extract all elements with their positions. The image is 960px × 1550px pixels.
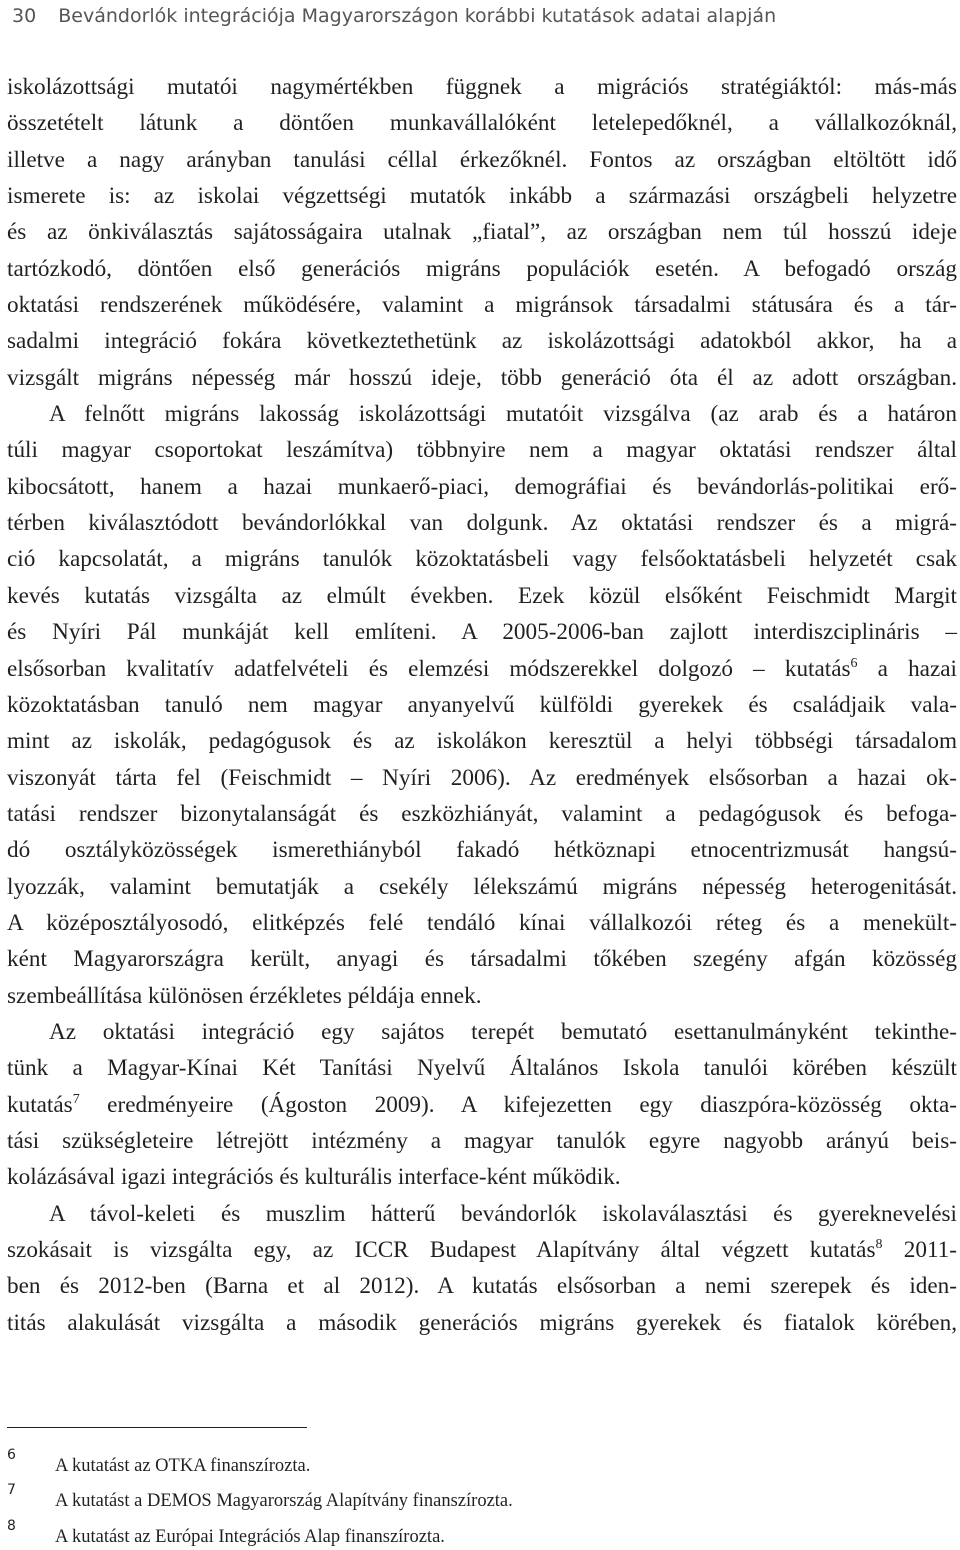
text-line: [7, 251, 957, 287]
line-text: dó osztályközösségek ismerethiányból fakadó hétköznapi etnocentrizmusát hangsú-: [7, 837, 957, 864]
running-title: Bevándorlók integrációja Magyarországon korábbi kutatások adatai alapján: [58, 5, 777, 27]
text-line: [7, 287, 957, 323]
footnote-separator: [7, 1427, 307, 1428]
text-line: [7, 760, 957, 796]
text-line: [7, 832, 957, 868]
text-line: [7, 1087, 957, 1123]
line-text: kutatás: [7, 1091, 73, 1118]
line-text: Az oktatási integráció egy sajátos terepét bemutató esettanulmányként tekinthe-: [49, 1018, 957, 1045]
line-text: kevés kutatás vizsgálta az elmúlt években. Ezek közül elsőként Feischmidt Margit: [7, 582, 957, 609]
text-line: [7, 1196, 957, 1232]
text-line: [7, 105, 957, 141]
line-text: illetve a nagy arányban tanulási céllal érkezőknél. Fontos az országban eltöltött idő: [7, 146, 957, 173]
line-text: túli magyar csoportokat leszámítva) többnyire nem a magyar oktatási rendszer által: [7, 437, 957, 464]
text-line: [7, 1123, 957, 1159]
line-text: lyozzák, valamint bemutatják a csekély lélekszámú migráns népesség heterogenitását.: [7, 873, 957, 900]
text-line: [7, 505, 957, 541]
footnote-ref: 7: [72, 1091, 80, 1107]
text-line: [7, 360, 957, 396]
line-text: ció kapcsolatát, a migráns tanulók közoktatásbeli vagy felsőoktatásbeli helyzetét csak: [7, 546, 957, 573]
line-text: oktatási rendszerének működésére, valamint a migránsok társadalmi státusára és a tár-: [7, 292, 957, 319]
text-line: [7, 869, 957, 905]
line-text: kolázásával igazi integrációs és kulturális interface-ként működik.: [7, 1164, 621, 1191]
body-text: [7, 69, 957, 1341]
line-text: szokásait is vizsgálta egy, az ICCR Budapest Alapítvány által végzett kutatás: [7, 1237, 876, 1263]
text-line: [7, 978, 957, 1014]
page-number: 30: [12, 5, 37, 27]
line-text: ismerete is: az iskolai végzettségi mutatók inkább a származási országbeli helyzetre: [7, 183, 957, 210]
line-text: tünk a Magyar-Kínai Két Tanítási Nyelvű Általános Iskola tanulói körében készült: [7, 1055, 957, 1082]
line-text: vizsgált migráns népesség már hosszú ideje, több generáció óta él az adott országban.: [7, 364, 957, 391]
line-text: és Nyíri Pál munkáját kell említeni. A 2005-2006-ban zajlott interdiszciplináris –: [7, 619, 957, 646]
text-line: [7, 905, 957, 941]
text-line: [7, 214, 957, 250]
footnote-text: A kutatást a DEMOS Magyarország Alapítvány finanszírozta.: [55, 1491, 513, 1511]
line-text: iskolázottsági mutatói nagymértékben függnek a migrációs stratégiáktól: más-más: [7, 74, 957, 100]
text-line: [7, 687, 957, 723]
text-line: [7, 1305, 957, 1341]
text-line: [7, 469, 957, 505]
text-line: [7, 396, 957, 432]
text-line: [7, 941, 957, 977]
line-text: elsősorban kvalitatív adatfelvételi és elemzési módszerekkel dolgozó – kutatás: [7, 655, 851, 682]
line-text: mint az iskolák, pedagógusok és az iskolákon keresztül a helyi többségi társadalom: [7, 728, 957, 755]
text-line: [7, 142, 957, 178]
line-text: és az önkiválasztás sajátosságaira utalnak „fiatal”, az országban nem túl hosszú ideje: [7, 219, 957, 246]
line-text: ben és 2012-ben (Barna et al 2012). A kutatás elsősorban a nemi szerepek és iden-: [7, 1273, 957, 1300]
text-line: [7, 578, 957, 614]
text-line: [7, 1050, 957, 1086]
line-text: szembeállítása különösen érzékletes példája ennek.: [7, 982, 482, 1009]
line-text-after: 2011-: [882, 1237, 957, 1263]
line-text: kibocsátott, hanem a hazai munkaerő-piaci, demográfiai és bevándorlás-politikai erő-: [7, 473, 957, 500]
text-line: [7, 651, 957, 687]
text-line: [7, 541, 957, 577]
line-text: sadalmi integráció fokára következtethetünk az iskolázottsági adatokból akkor, ha a: [7, 328, 957, 355]
line-text: A felnőtt migráns lakosság iskolázottsági mutatóit vizsgálva (az arab és a határon: [49, 401, 957, 428]
text-line: [7, 1014, 957, 1050]
text-line: [7, 1159, 957, 1195]
footnote-number: 7: [7, 1482, 16, 1498]
footnote-text: A kutatást az Európai Integrációs Alap finanszírozta.: [55, 1527, 445, 1547]
footnote-ref: 6: [850, 655, 858, 671]
line-text-after: eredményeire (Ágoston 2009). A kifejezetten egy diaszpóra-közösség okta-: [79, 1091, 957, 1118]
line-text: A távol-keleti és muszlim hátterű bevándorlók iskolaválasztási és gyereknevelési: [49, 1200, 957, 1227]
text-line: [7, 432, 957, 468]
line-text: viszonyát tárta fel (Feischmidt – Nyíri 2006). Az eredmények elsősorban a hazai ok-: [7, 764, 957, 791]
running-header: [12, 5, 942, 27]
footnote-number: 8: [7, 1518, 16, 1534]
line-text: A középosztályosodó, elitképzés felé tendáló kínai vállalkozói réteg és a menekült-: [7, 909, 957, 936]
line-text: tási szükségleteire létrejött intézmény a magyar tanulók egyre nagyobb arányú beis-: [7, 1127, 957, 1154]
text-line: [7, 69, 957, 105]
text-line: [7, 1232, 957, 1268]
text-line: [7, 323, 957, 359]
text-line: [7, 178, 957, 214]
text-line: [7, 1268, 957, 1304]
line-text-after: a hazai: [857, 655, 957, 682]
line-text: összetételt látunk a döntően munkavállalóként letelepedőknél, a vállalkozóknál,: [7, 110, 957, 137]
line-text: közoktatásban tanuló nem magyar anyanyelvű külföldi gyerekek és családjaik vala-: [7, 691, 957, 718]
footnote-ref: 8: [875, 1237, 883, 1252]
footnote-number: 6: [7, 1447, 16, 1463]
line-text: térben kiválasztódott bevándorlókkal van dolgunk. Az oktatási rendszer és a migrá-: [7, 510, 957, 537]
line-text: ként Magyarországra került, anyagi és társadalmi tőkében szegény afgán közösség: [7, 946, 957, 973]
line-text: titás alakulását vizsgálta a második generációs migráns gyerekek és fiatalok körében,: [7, 1309, 957, 1336]
footnote-text: A kutatást az OTKA finanszírozta.: [55, 1456, 311, 1476]
line-text: tartózkodó, döntően első generációs migráns populációk esetén. A befogadó ország: [7, 255, 957, 282]
text-line: [7, 796, 957, 832]
text-line: [7, 614, 957, 650]
text-line: [7, 723, 957, 759]
line-text: tatási rendszer bizonytalanságát és eszközhiányát, valamint a pedagógusok és befoga-: [7, 800, 957, 827]
